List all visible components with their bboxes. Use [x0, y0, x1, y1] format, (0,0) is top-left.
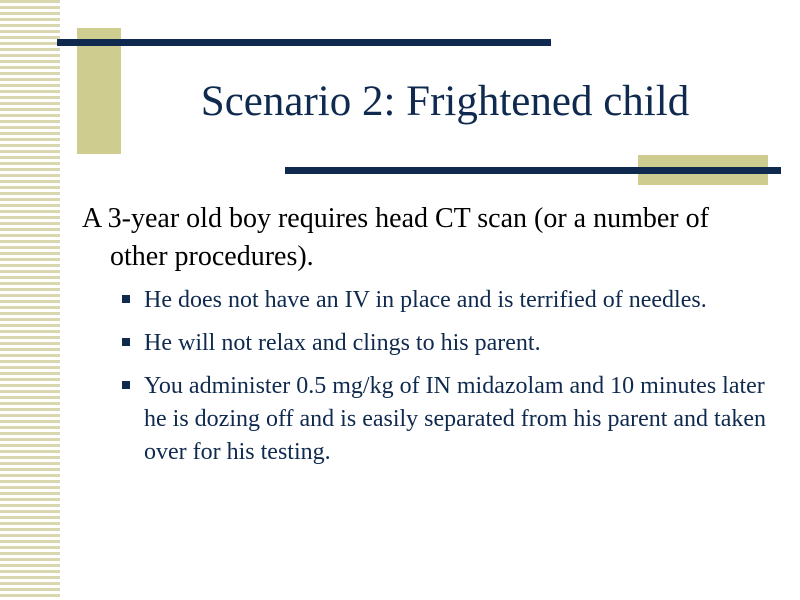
sub-bullet-list — [80, 284, 770, 469]
title-rule-top — [57, 39, 551, 46]
striped-margin-decoration — [0, 0, 60, 600]
sub-bullet-text: You administer 0.5 mg/kg of IN midazolam and 10 minutes later he is dozing off and is easily separated from his parent and taken over for his testing. — [144, 373, 767, 465]
sub-bullet-text: He will not relax and clings to his parent. — [144, 330, 541, 356]
slide-title: Scenario 2: Frightened child — [200, 78, 690, 125]
main-bullet-point — [80, 200, 770, 276]
sub-bullet-item — [80, 327, 770, 360]
title-rule-bottom — [285, 167, 781, 174]
main-bullet-text: A 3-year old boy requires head CT scan (or a number of other procedures). — [82, 203, 709, 272]
accent-block-top-left — [77, 28, 121, 154]
sub-bullet-item — [80, 370, 770, 469]
square-bullet-icon — [122, 381, 130, 389]
square-bullet-icon — [122, 338, 130, 346]
sub-bullet-text: He does not have an IV in place and is terrified of needles. — [144, 287, 707, 313]
square-bullet-icon — [122, 295, 130, 303]
slide-body — [80, 200, 770, 479]
sub-bullet-item — [80, 284, 770, 317]
